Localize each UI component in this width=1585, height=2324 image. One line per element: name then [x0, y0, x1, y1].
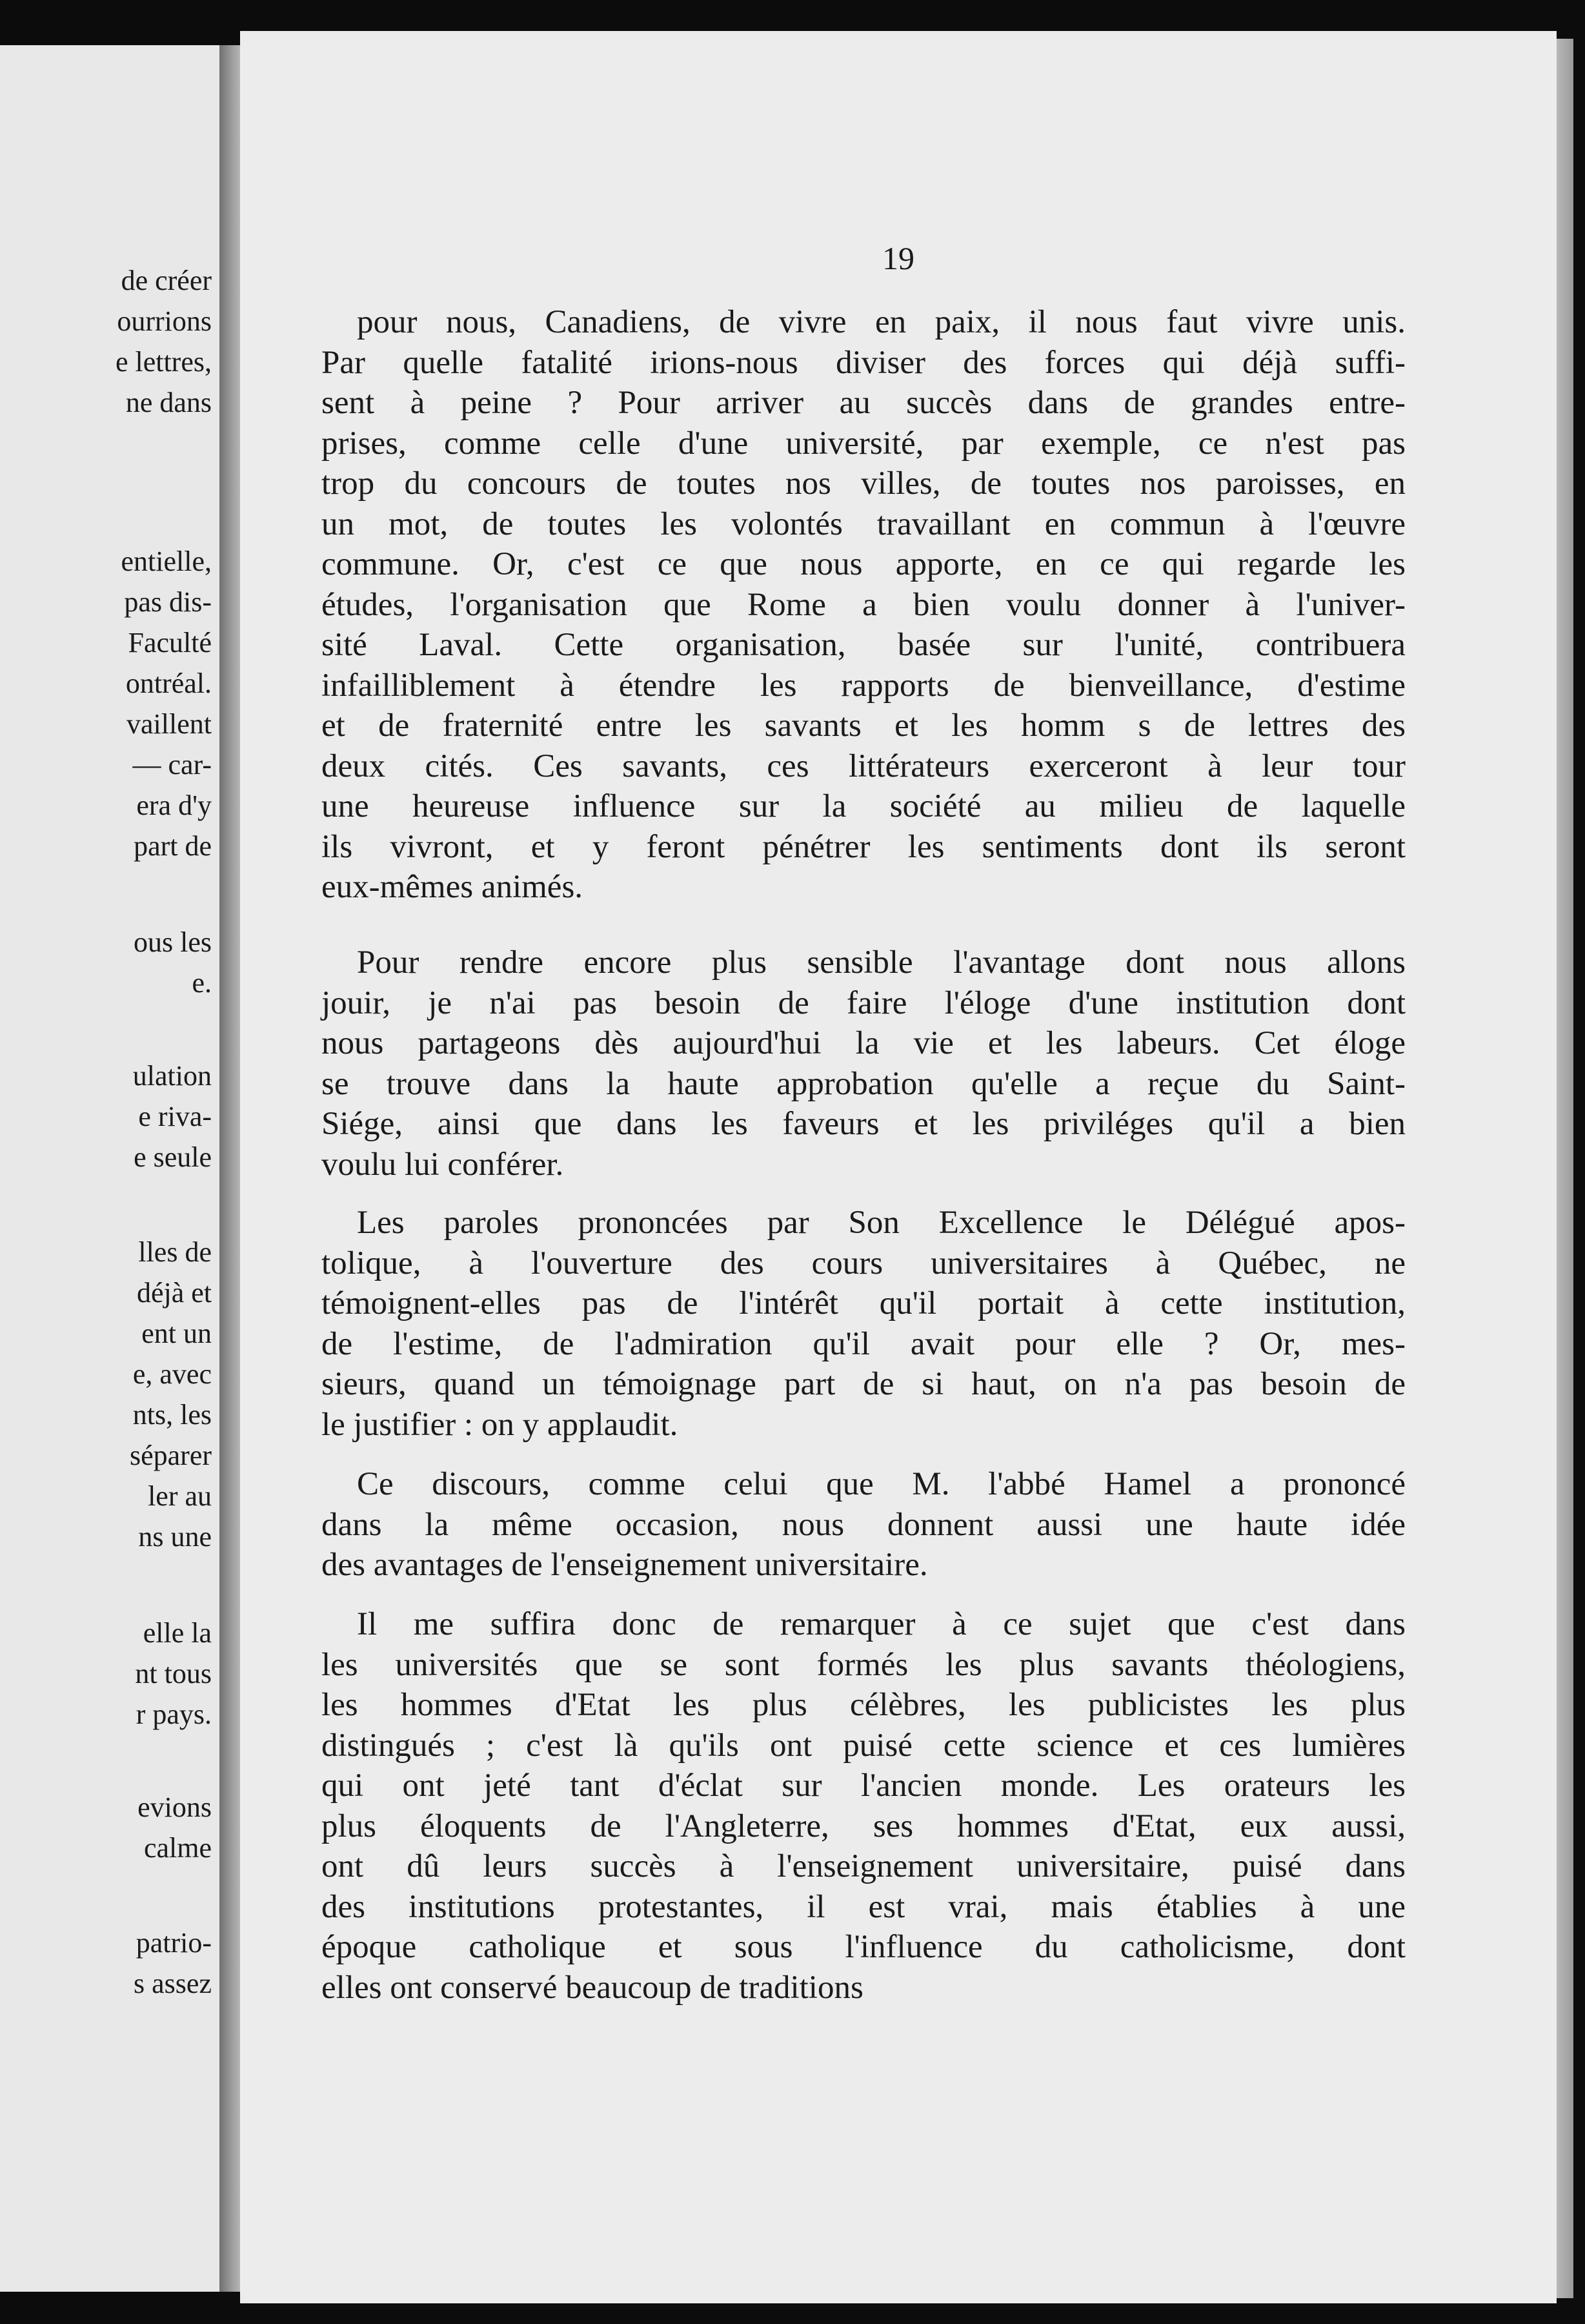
text-line: Par quelle fatalité irions-nous diviser des forces qui déjà suffi- [321, 344, 1406, 381]
text-line: eux-mêmes animés. [321, 869, 583, 905]
left-page-line: e, avec [132, 1358, 212, 1390]
book-gutter [219, 45, 243, 2292]
text-line: sieurs, quand un témoignage part de si haut, on n'a pas besoin de [321, 1366, 1406, 1402]
text-line: tolique, à l'ouverture des cours universitaires à Québec, ne [321, 1245, 1406, 1281]
text-line: une heureuse influence sur la société au milieu de laquelle [321, 788, 1406, 824]
left-page-line: Faculté [128, 627, 212, 658]
text-line: des institutions protestantes, il est vrai, mais établies à une [321, 1888, 1406, 1925]
left-page-line: lles de [138, 1236, 212, 1268]
text-line: le justifier : on y applaudit. [321, 1406, 678, 1443]
left-page-line: vaillent [126, 708, 212, 740]
text-line: nous partageons dès aujourd'hui la vie et les labeurs. Cet éloge [321, 1025, 1406, 1061]
left-page-line: pas dis- [124, 586, 212, 618]
page-number: 19 [882, 240, 914, 276]
text-line: commune. Or, c'est ce que nous apporte, en ce qui regarde les [321, 546, 1406, 582]
text-line: les hommes d'Etat les plus célèbres, les publicistes les plus [321, 1687, 1406, 1723]
text-line: de l'estime, de l'admiration qu'il avait pour elle ? Or, mes- [321, 1325, 1406, 1362]
text-line: ont dû leurs succès à l'enseignement universitaire, puisé dans [321, 1848, 1406, 1884]
text-line: jouir, je n'ai pas besoin de faire l'éloge d'une institution dont [321, 984, 1406, 1021]
left-page-line: ent un [141, 1318, 212, 1349]
text-line: témoignent-elles pas de l'intérêt qu'il portait à cette institution, [321, 1285, 1406, 1321]
left-page-line: part de [134, 830, 212, 862]
left-page-line: — car- [132, 749, 212, 780]
left-page-line: ns une [138, 1521, 212, 1553]
text-line: ils vivront, et y feront pénétrer les sentiments dont ils seront [321, 828, 1406, 865]
left-page-line: r pays. [136, 1698, 212, 1730]
left-page-line: e. [192, 967, 212, 999]
left-page-line: de créer [121, 265, 212, 296]
text-line: infailliblement à étendre les rapports de bienveillance, d'estime [321, 667, 1406, 704]
left-page-line: nts, les [132, 1399, 212, 1431]
text-line: études, l'organisation que Rome a bien voulu donner à l'univer- [321, 586, 1406, 623]
left-page-line: séparer [129, 1440, 212, 1471]
left-page-line: s assez [134, 1968, 212, 1999]
left-page-line: déjà et [136, 1277, 212, 1309]
text-line: Il me suffira donc de remarquer à ce sujet que c'est dans [357, 1606, 1406, 1642]
left-page-line: evions [137, 1791, 212, 1823]
text-line: plus éloquents de l'Angleterre, ses hommes d'Etat, eux aussi, [321, 1808, 1406, 1844]
paragraph [321, 1203, 1406, 1445]
text-line: se trouve dans la haute approbation qu'elle a reçue du Saint- [321, 1065, 1406, 1102]
page-edge [1557, 39, 1573, 2298]
paragraph [321, 1464, 1406, 1585]
left-page [0, 45, 226, 2292]
text-line: dans la même occasion, nous donnent aussi une haute idée [321, 1506, 1406, 1543]
left-page-line: nt tous [135, 1658, 212, 1689]
left-page-line: ulation [132, 1060, 212, 1092]
text-line: prises, comme celle d'une université, par exemple, ce n'est pas [321, 425, 1406, 462]
text-line: Pour rendre encore plus sensible l'avantage dont nous allons [357, 944, 1406, 981]
left-page-line: ous les [134, 926, 212, 958]
left-page-line: ourrions [117, 305, 212, 337]
text-line: qui ont jeté tant d'éclat sur l'ancien monde. Les orateurs les [321, 1768, 1406, 1804]
text-line: un mot, de toutes les volontés travaillant en commun à l'œuvre [321, 505, 1406, 542]
text-line: elles ont conservé beaucoup de traditions [321, 1969, 863, 2006]
left-page-line: ontréal. [125, 668, 212, 699]
text-line: Siége, ainsi que dans les faveurs et les priviléges qu'il a bien [321, 1106, 1406, 1142]
text-line: époque catholique et sous l'influence du catholicisme, dont [321, 1929, 1406, 1965]
left-page-line: era d'y [136, 790, 212, 821]
paragraph [321, 302, 1406, 908]
text-line: sent à peine ? Pour arriver au succès dans de grandes entre- [321, 385, 1406, 421]
text-line: distingués ; c'est là qu'ils ont puisé cette science et ces lumières [321, 1727, 1406, 1764]
left-page-line: e lettres, [115, 346, 212, 378]
text-line: les universités que se sont formés les plus savants théologiens, [321, 1646, 1406, 1683]
paragraph [321, 1604, 1406, 2008]
text-line: et de fraternité entre les savants et les homm s de lettres des [321, 708, 1406, 744]
left-page-line: e riva- [138, 1101, 212, 1132]
text-line: des avantages de l'enseignement universitaire. [321, 1547, 928, 1583]
left-page-line: elle la [143, 1617, 212, 1649]
left-page-line: ler au [148, 1480, 212, 1512]
text-line: pour nous, Canadiens, de vivre en paix, il nous faut vivre unis. [357, 304, 1406, 340]
left-page-line: entielle, [121, 545, 212, 577]
left-page-line: ne dans [125, 387, 212, 418]
paragraph [321, 943, 1406, 1185]
left-page-line: calme [143, 1832, 212, 1864]
text-line: voulu lui conférer. [321, 1146, 564, 1183]
text-line: Ce discours, comme celui que M. l'abbé Hamel a prononcé [357, 1466, 1406, 1502]
text-line: sité Laval. Cette organisation, basée sur l'unité, contribuera [321, 627, 1406, 663]
left-page-line: e seule [134, 1141, 212, 1173]
right-page [240, 31, 1557, 2303]
text-line: deux cités. Ces savants, ces littérateurs exerceront à leur tour [321, 748, 1406, 784]
text-line: trop du concours de toutes nos villes, de toutes nos paroisses, en [321, 465, 1406, 502]
text-line: Les paroles prononcées par Son Excellence le Délégué apos- [357, 1205, 1406, 1241]
left-page-line: patrio- [136, 1927, 212, 1959]
